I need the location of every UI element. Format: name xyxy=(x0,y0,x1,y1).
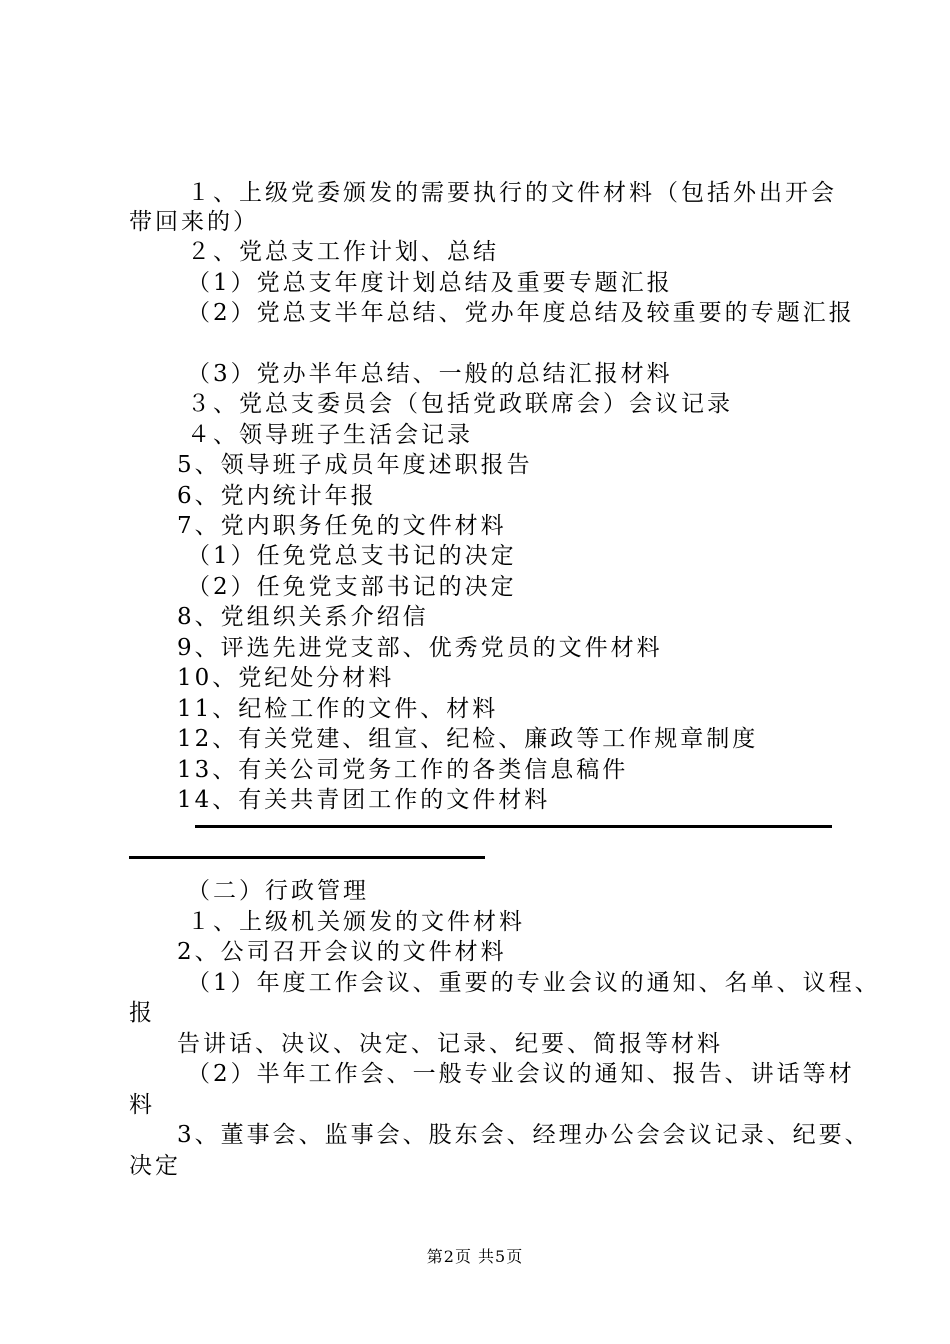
text-line: 13、有关公司党务工作的各类信息稿件 xyxy=(177,757,629,783)
text-line: （2）半年工作会、一般专业会议的通知、报告、讲话等材 xyxy=(187,1061,855,1087)
text-line: 报 xyxy=(129,1000,155,1026)
text-line: 料 xyxy=(129,1092,155,1118)
text-line: ２、党总支工作计划、总结 xyxy=(187,239,499,265)
horizontal-rule xyxy=(129,856,485,859)
page-number-footer: 第2页 共5页 xyxy=(426,1247,524,1266)
text-line: ３、党总支委员会（包括党政联席会）会议记录 xyxy=(187,391,733,417)
text-line: （3）党办半年总结、一般的总结汇报材料 xyxy=(187,361,673,387)
text-line: 3、董事会、监事会、股东会、经理办公会会议记录、纪要、 xyxy=(177,1122,871,1148)
text-line: １、上级党委颁发的需要执行的文件材料（包括外出开会 xyxy=(187,180,837,206)
text-line: 12、有关党建、组宣、纪检、廉政等工作规章制度 xyxy=(177,726,759,752)
text-line: 决定 xyxy=(129,1153,181,1179)
text-line: ４、领导班子生活会记录 xyxy=(187,422,473,448)
text-line: １、上级机关颁发的文件材料 xyxy=(187,909,525,935)
text-line: （2）任免党支部书记的决定 xyxy=(187,574,517,600)
text-line: （2）党总支半年总结、党办年度总结及较重要的专题汇报 xyxy=(187,300,855,326)
text-line: （1）年度工作会议、重要的专业会议的通知、名单、议程、 xyxy=(187,970,881,996)
text-line: 9、评选先进党支部、优秀党员的文件材料 xyxy=(177,635,663,661)
text-line: （1）任免党总支书记的决定 xyxy=(187,543,517,569)
text-line: 5、领导班子成员年度述职报告 xyxy=(177,452,533,478)
text-line: 告讲话、决议、决定、记录、纪要、简报等材料 xyxy=(177,1031,723,1057)
text-line: 8、党组织关系介绍信 xyxy=(177,604,429,630)
horizontal-rule xyxy=(195,825,832,828)
text-line: 带回来的） xyxy=(129,209,259,235)
text-line: 6、党内统计年报 xyxy=(177,483,377,509)
text-line: 7、党内职务任免的文件材料 xyxy=(177,513,507,539)
section-heading: （二）行政管理 xyxy=(187,878,369,904)
text-line: 10、党纪处分材料 xyxy=(177,665,395,691)
text-line: （1）党总支年度计划总结及重要专题汇报 xyxy=(187,270,673,296)
text-line: 2、公司召开会议的文件材料 xyxy=(177,939,507,965)
text-line: 11、纪检工作的文件、材料 xyxy=(177,696,499,722)
text-line: 14、有关共青团工作的文件材料 xyxy=(177,787,551,813)
